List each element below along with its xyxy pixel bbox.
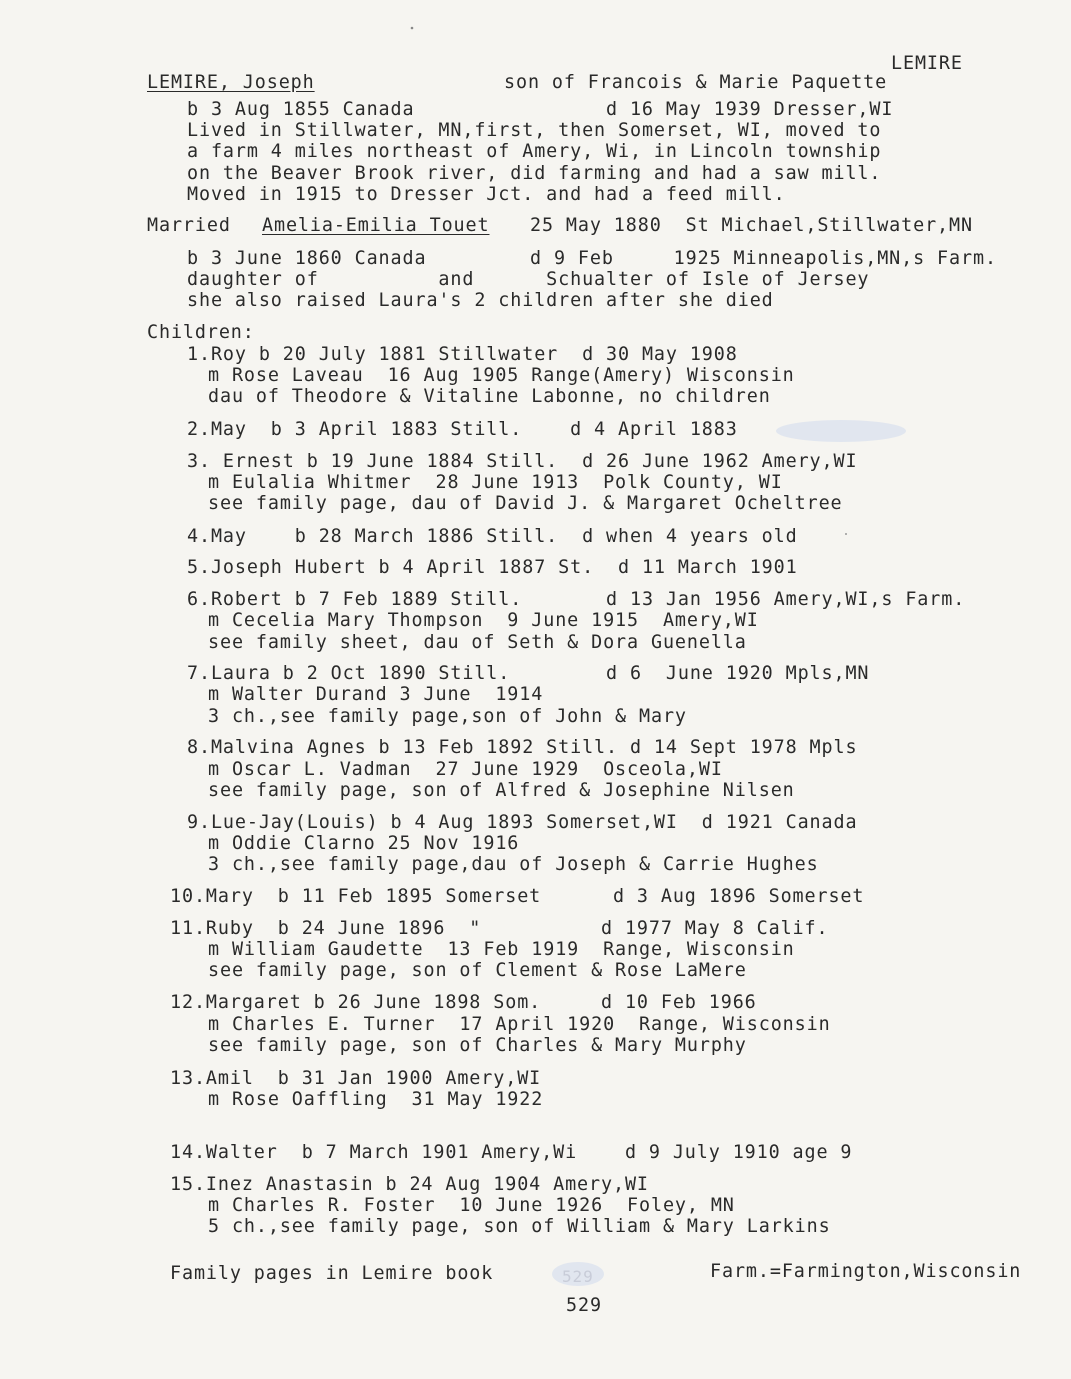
bio-line: on the Beaver Brook river, did farming and had a saw mill. xyxy=(187,163,882,184)
child-detail-line: see family page, son of Clement & Rose LaMere xyxy=(208,960,747,981)
bio-line: a farm 4 miles northeast of Amery, Wi, in Lincoln township xyxy=(187,141,882,162)
child-entry-line: 7.Laura b 2 Oct 1890 Still. d 6 June 1920 Mpls,MN xyxy=(187,663,870,684)
child-entry-line: 2.May b 3 April 1883 Still. d 4 April 1883 xyxy=(187,419,738,440)
child-detail-line: 3 ch.,see family page,dau of Joseph & Carrie Hughes xyxy=(208,854,819,875)
spouse-birth: b 3 June 1860 Canada xyxy=(187,248,427,269)
child-detail-line: 3 ch.,see family page,son of John & Mary xyxy=(208,706,687,727)
spouse-death: d 9 Feb 1925 Minneapolis,MN,s Farm. xyxy=(530,248,997,269)
child-detail-line: see family page, dau of David J. & Margaret Ocheltree xyxy=(208,493,843,514)
child-detail-line: m William Gaudette 13 Feb 1919 Range, Wisconsin xyxy=(208,939,795,960)
family-pages-note: Family pages in Lemire book xyxy=(170,1263,494,1284)
marriage-label: Married xyxy=(147,215,231,236)
spouse-name: Amelia-Emilia Touet xyxy=(262,215,490,236)
child-detail-line: m Oddie Clarno 25 Nov 1916 xyxy=(208,833,520,854)
child-detail-line: see family page, son of Charles & Mary Murphy xyxy=(208,1035,747,1056)
child-detail-line: m Rose Laveau 16 Aug 1905 Range(Amery) Wisconsin xyxy=(208,365,795,386)
child-detail-line: m Cecelia Mary Thompson 9 June 1915 Amery,WI xyxy=(208,610,759,631)
bio-line: Lived in Stillwater, MN,first, then Somerset, WI, moved to xyxy=(187,120,882,141)
page-number: 529 xyxy=(566,1295,602,1316)
child-entry-line: 3. Ernest b 19 June 1884 Still. d 26 June 1962 Amery,WI xyxy=(187,451,858,472)
child-detail-line: m Eulalia Whitmer 28 June 1913 Polk County, WI xyxy=(208,472,783,493)
marriage-details: 25 May 1880 St Michael,Stillwater,MN xyxy=(530,215,973,236)
subject-parents: son of Francois & Marie Paquette xyxy=(504,72,888,93)
child-detail-line: m Oscar L. Vadman 27 June 1929 Osceola,WI xyxy=(208,759,723,780)
spouse-note: she also raised Laura's 2 children after she died xyxy=(187,290,774,311)
child-entry-line: 8.Malvina Agnes b 13 Feb 1892 Still. d 14 Sept 1978 Mpls xyxy=(187,737,858,758)
child-entry-line: 12.Margaret b 26 June 1898 Som. d 10 Feb 1966 xyxy=(170,992,757,1013)
child-entry-line: 9.Lue-Jay(Louis) b 4 Aug 1893 Somerset,WI d 1921 Canada xyxy=(187,812,858,833)
child-detail-line: dau of Theodore & Vitaline Labonne, no children xyxy=(208,386,771,407)
bio-line: Moved in 1915 to Dresser Jct. and had a feed mill. xyxy=(187,184,786,205)
spouse-parents: daughter of and Schualter of Isle of Jersey xyxy=(187,269,870,290)
child-entry-line: 10.Mary b 11 Feb 1895 Somerset d 3 Aug 1896 Somerset xyxy=(170,886,865,907)
subject-name: LEMIRE, Joseph xyxy=(147,72,315,93)
child-detail-line: m Walter Durand 3 June 1914 xyxy=(208,684,544,705)
child-entry-line: 5.Joseph Hubert b 4 April 1887 St. d 11 March 1901 xyxy=(187,557,798,578)
child-entry-line: 14.Walter b 7 March 1901 Amery,Wi d 9 July 1910 age 9 xyxy=(170,1142,853,1163)
child-detail-line: see family sheet, dau of Seth & Dora Guenella xyxy=(208,632,747,653)
child-entry-line: 6.Robert b 7 Feb 1889 Still. d 13 Jan 1956 Amery,WI,s Farm. xyxy=(187,589,966,610)
child-detail-line: m Rose Oaffling 31 May 1922 xyxy=(208,1089,544,1110)
child-detail-line: m Charles E. Turner 17 April 1920 Range, Wisconsin xyxy=(208,1014,831,1035)
children-heading: Children: xyxy=(147,322,255,343)
corner-surname-tag: LEMIRE xyxy=(891,53,963,74)
child-entry-line: 15.Inez Anastasin b 24 Aug 1904 Amery,WI xyxy=(170,1174,649,1195)
child-entry-line: 1.Roy b 20 July 1881 Stillwater d 30 May 1908 xyxy=(187,344,738,365)
subject-birth: b 3 Aug 1855 Canada xyxy=(187,99,415,120)
child-detail-line: see family page, son of Alfred & Josephine Nilsen xyxy=(208,780,795,801)
child-entry-line: 4.May b 28 March 1886 Still. d when 4 years old xyxy=(187,526,798,547)
abbreviation-key: Farm.=Farmington,Wisconsin xyxy=(710,1261,1022,1282)
subject-death: d 16 May 1939 Dresser,WI xyxy=(606,99,894,120)
faint-page-number: 529 xyxy=(562,1267,594,1286)
child-entry-line: 13.Amil b 31 Jan 1900 Amery,WI xyxy=(170,1068,542,1089)
child-entry-line: 11.Ruby b 24 June 1896 " d 1977 May 8 Calif. xyxy=(170,918,829,939)
child-detail-line: m Charles R. Foster 10 June 1926 Foley, MN xyxy=(208,1195,735,1216)
child-detail-line: 5 ch.,see family page, son of William & Mary Larkins xyxy=(208,1216,831,1237)
